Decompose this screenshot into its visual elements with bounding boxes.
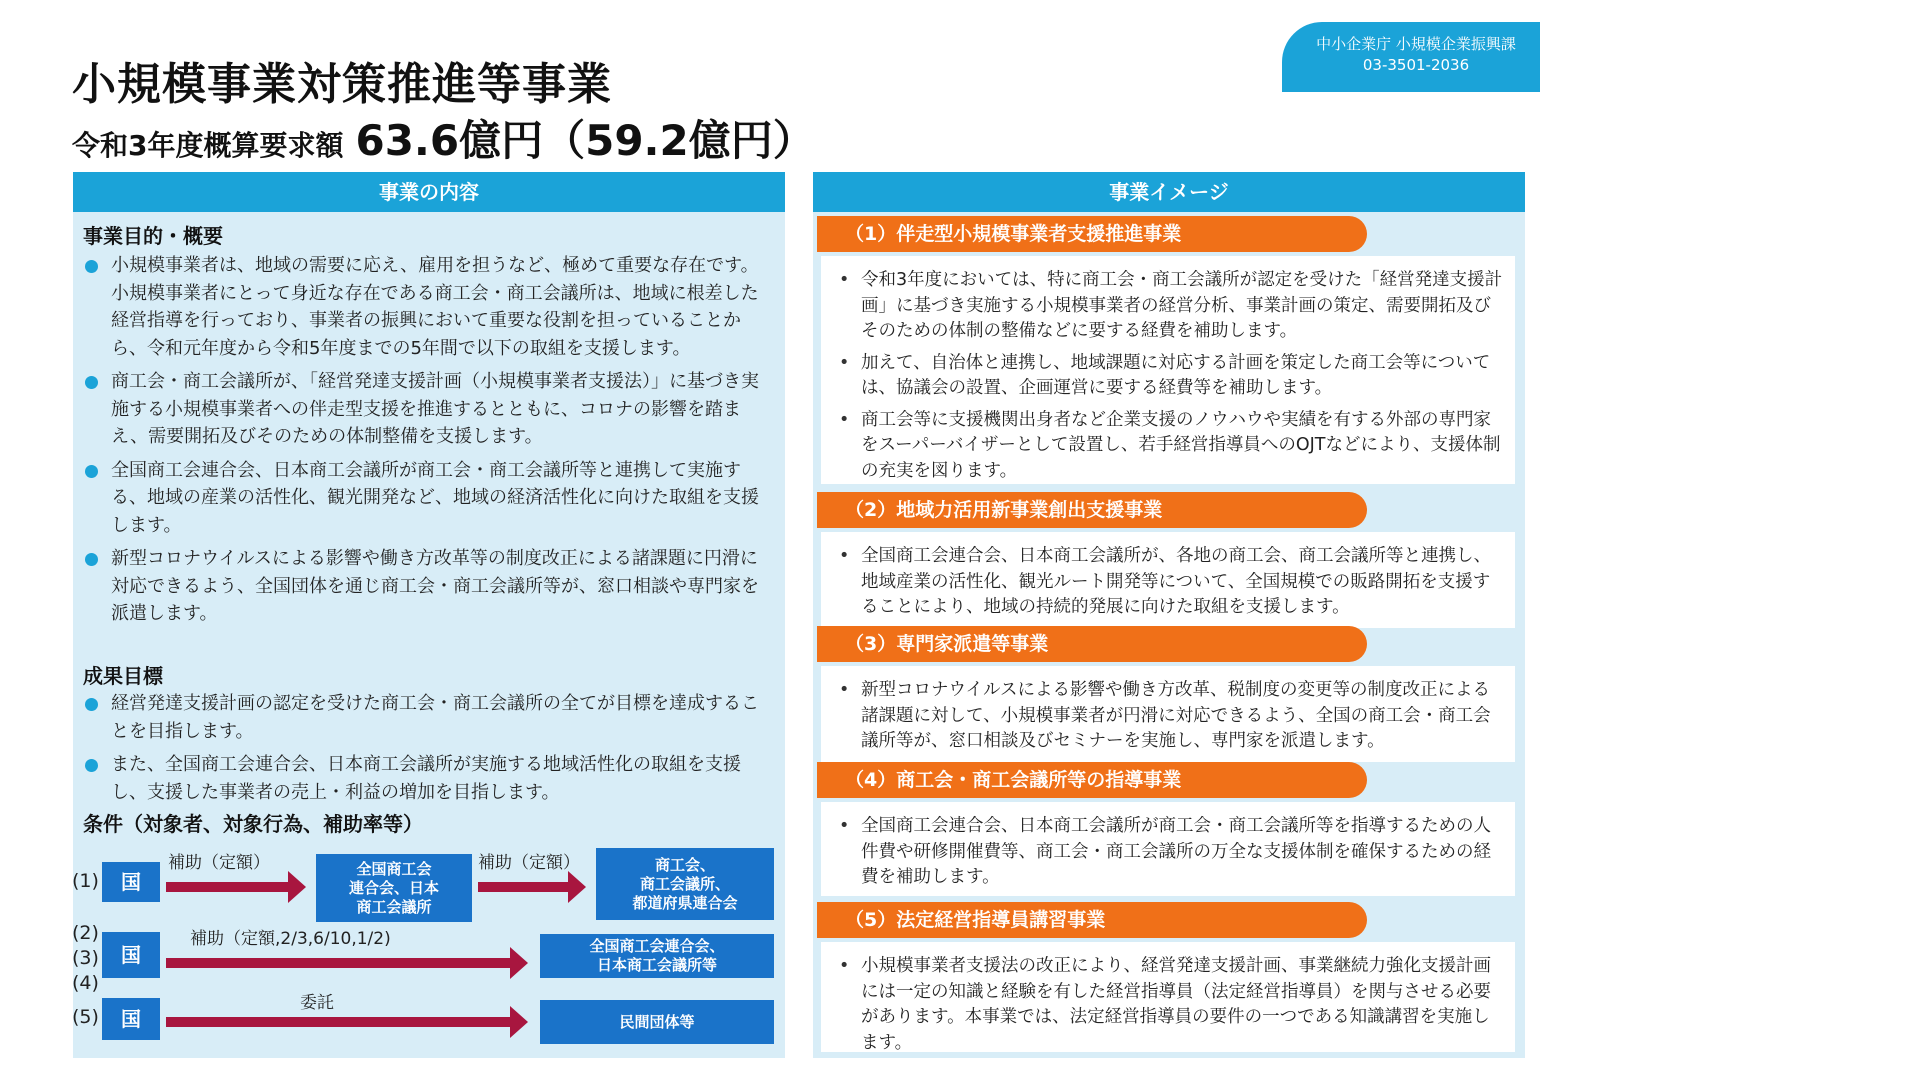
section-item: • 令和3年度においては、特に商工会・商工会議所が認定を受けた「経営発達支援計画」に基づき実施する小規模事業者の経営分析、事業計画の策定、需要開拓及びそのための体制の整備などに要する経費を補助します。: [835, 268, 1505, 345]
business-image-header: 事業イメージ: [813, 172, 1525, 212]
row-label-4: (4): [72, 972, 99, 994]
section-body-1: [821, 256, 1515, 484]
budget-amount: 63.6億円（59.2億円）: [355, 116, 815, 165]
section-title-5: （5）法定経営指導員講習事業: [817, 902, 1367, 938]
purpose-item: 商工会・商工会議所が、「経営発達支援計画（小規模事業者支援法）」に基づき実施する小規模事業者への伴走型支援を推進するとともに、コロナの影響を踏まえ、需要開拓及びそのための体制整備を支援します。: [83, 368, 775, 451]
conditions-heading: 条件（対象者、対象行為、補助率等）: [83, 812, 423, 836]
arrow-label-1: 補助（定額）: [168, 853, 270, 873]
contact-badge: [1282, 22, 1540, 92]
row-label-2: (2): [72, 922, 99, 944]
row-label-5: (5): [72, 1006, 99, 1028]
business-content-panel: [73, 172, 785, 1058]
section-title-3: （3）専門家派遣等事業: [817, 626, 1367, 662]
section-title-4: （4）商工会・商工会議所等の指導事業: [817, 762, 1367, 798]
business-content-header: 事業の内容: [73, 172, 785, 212]
purpose-item: 全国商工会連合会、日本商工会議所が商工会・商工会議所等と連携して実施する、地域の産業の活性化、観光開発など、地域の経済活性化に向けた取組を支援します。: [83, 457, 775, 540]
section-body-5: [821, 942, 1515, 1052]
section-item: • 全国商工会連合会、日本商工会議所が商工会・商工会議所等を指導するための人件費や研修開催費等、商工会・商工会議所の万全な支援体制を確保するための経費を補助します。: [835, 814, 1505, 891]
business-image-panel: [813, 172, 1525, 1058]
recipient-box-2: 商工会、 商工会議所、 都道府県連合会: [596, 848, 774, 920]
purpose-heading: 事業目的・概要: [83, 224, 223, 248]
section-item: • 加えて、自治体と連携し、地域課題に対応する計画を策定した商工会等については、協議会の設置、企画運営に要する経費等を補助します。: [835, 351, 1505, 402]
purpose-item: 新型コロナウイルスによる影響や働き方改革等の制度改正による諸課題に円滑に対応できるよう、全国団体を通じ商工会・商工会議所等が、窓口相談や専門家を派遣します。: [83, 545, 775, 628]
recipient-box-1: 全国商工会 連合会、日本 商工会議所: [316, 854, 472, 922]
row-label-3: (3): [72, 947, 99, 969]
arrow-4: [166, 1017, 512, 1027]
section-body-4: [821, 802, 1515, 896]
arrow-label-4: 委託: [300, 993, 334, 1013]
arrow-3: [166, 958, 512, 968]
arrow-1: [166, 882, 290, 892]
budget-label: 令和3年度概算要求額: [72, 129, 344, 162]
section-title-1: （1）伴走型小規模事業者支援推進事業: [817, 216, 1367, 252]
goal-list: [83, 690, 775, 812]
recipient-box-4: 民間団体等: [540, 1000, 774, 1044]
goal-heading: 成果目標: [83, 664, 163, 688]
contact-department: 中小企業庁 小規模企業振興課: [1316, 35, 1516, 53]
section-item: • 小規模事業者支援法の改正により、経営発達支援計画、事業継続力強化支援計画には一定の知識と経験を有した経営指導員（法定経営指導員）を関与させる必要があります。本事業では、法定経営指導員の要件の一つである知識講習を実施します。: [835, 954, 1505, 1056]
arrow-2: [478, 882, 570, 892]
arrow-label-2: 補助（定額）: [478, 853, 580, 873]
row-label-1: (1): [72, 870, 99, 892]
section-item: • 商工会等に支援機関出身者など企業支援のノウハウや実績を有する外部の専門家をスーパーバイザーとして設置し、若手経営指導員へのOJTなどにより、支援体制の充実を図ります。: [835, 408, 1505, 485]
kuni-box-2: 国: [102, 932, 160, 978]
page-title: 小規模事業対策推進等事業: [72, 59, 612, 110]
section-item: • 新型コロナウイルスによる影響や働き方改革、税制度の変更等の制度改正による諸課題に対して、小規模事業者が円滑に対応できるよう、全国の商工会・商工会議所等が、窓口相談及びセミナーを実施し、専門家を派遣します。: [835, 678, 1505, 755]
goal-item: また、全国商工会連合会、日本商工会議所が実施する地域活性化の取組を支援し、支援した事業者の売上・利益の増加を目指します。: [83, 751, 775, 806]
goal-item: 経営発達支援計画の認定を受けた商工会・商工会議所の全てが目標を達成することを目指します。: [83, 690, 775, 745]
section-body-2: [821, 532, 1515, 628]
recipient-box-3: 全国商工会連合会、 日本商工会議所等: [540, 934, 774, 978]
purpose-list: [83, 252, 775, 634]
subsidy-diagram: [72, 848, 778, 1048]
budget-line: [72, 108, 815, 168]
purpose-item: 小規模事業者は、地域の需要に応え、雇用を担うなど、極めて重要な存在です。小規模事業者にとって身近な存在である商工会・商工会議所は、地域に根差した経営指導を行っており、事業者の振興において重要な役割を担っていることから、令和元年度から令和5年度までの5年間で以下の取組を支援します。: [83, 252, 775, 362]
contact-phone: 03-3501-2036: [1362, 56, 1470, 74]
section-item: • 全国商工会連合会、日本商工会議所が、各地の商工会、商工会議所等と連携し、地域産業の活性化、観光ルート開発等について、全国規模での販路開拓を支援することにより、地域の持続的発展に向けた取組を支援します。: [835, 544, 1505, 621]
section-body-3: [821, 666, 1515, 762]
kuni-box-3: 国: [102, 998, 160, 1040]
arrow-label-3: 補助（定額,2/3,6/10,1/2): [190, 929, 391, 949]
kuni-box-1: 国: [102, 862, 160, 902]
section-title-2: （2）地域力活用新事業創出支援事業: [817, 492, 1367, 528]
